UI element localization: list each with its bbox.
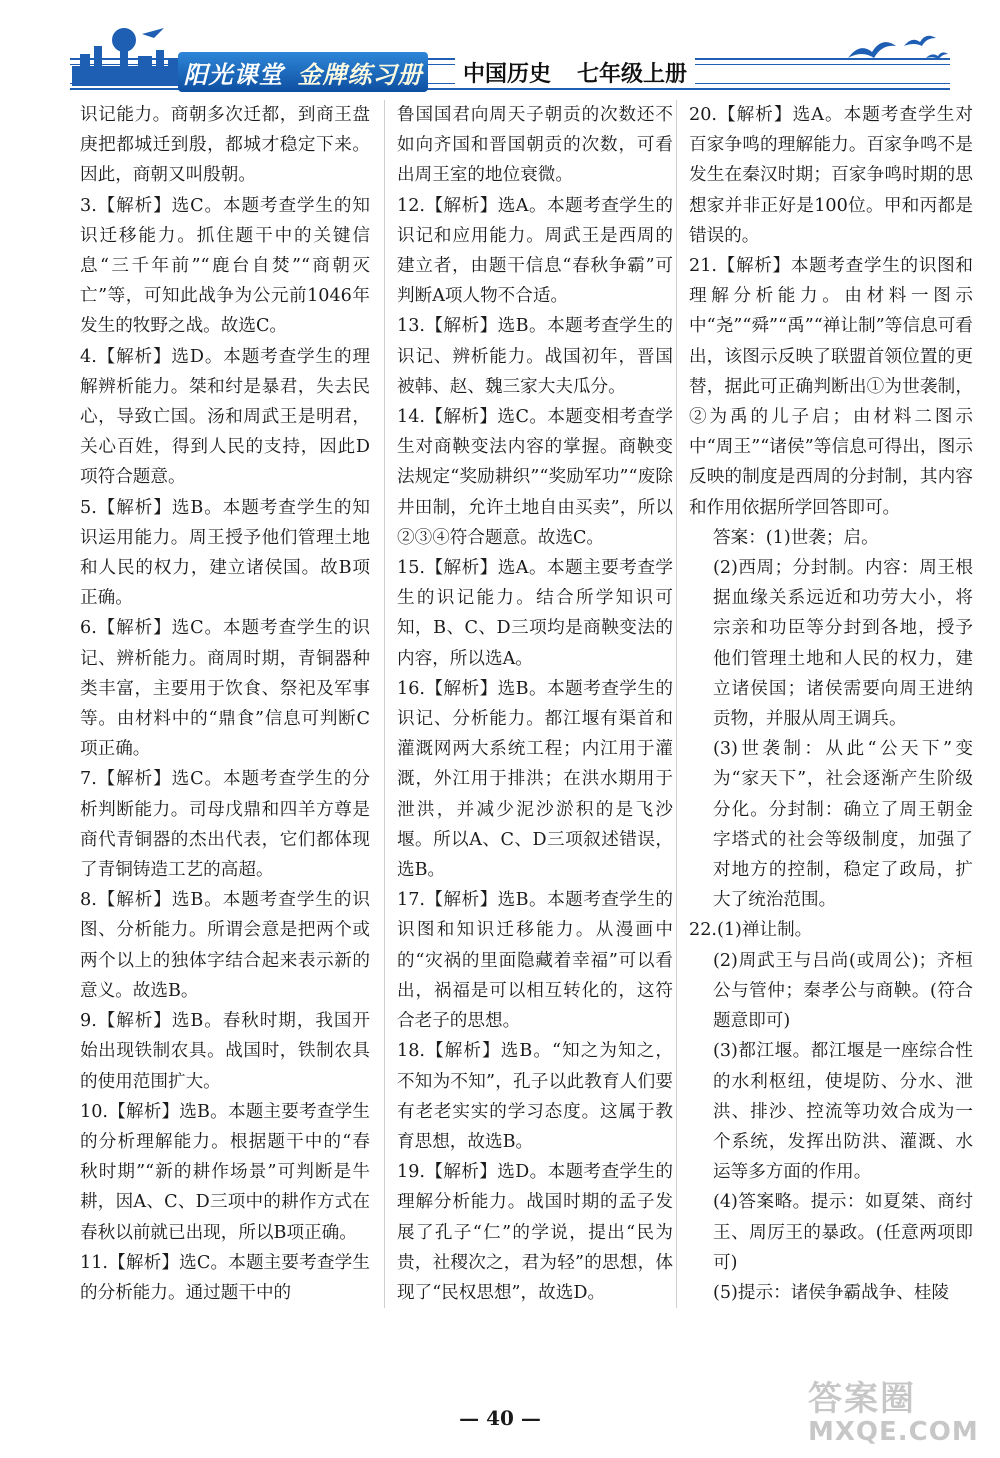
answer-paragraph: (2)周武王与吕尚(或周公)；齐桓公与管仲；秦孝公与商鞅。(符合题意即可): [713, 950, 973, 1032]
answer-paragraph: 7.【解析】选C。本题考查学生的分析判断能力。司母戊鼎和四羊方尊是商代青铜器的杰出代表，它们都体现了青铜铸造工艺的高超。: [80, 769, 370, 881]
answer-paragraph: 15.【解析】选A。本题主要考查学生的识记能力。结合所学知识可知，B、C、D三项均是商鞅变法的内容，所以选A。: [397, 558, 673, 669]
answer-paragraph: (3)世袭制：从此“公天下”变为“家天下”，社会逐渐产生阶级分化。分封制：确立了周王朝金字塔式的社会等级制度，加强了对地方的控制，稳定了政局，扩大了统治范围。: [713, 739, 973, 911]
answer-paragraph: (5)提示：诸侯争霸战争、桂陵: [713, 1282, 950, 1303]
brand-logo: [178, 52, 428, 92]
answer-paragraph: 6.【解析】选C。本题考查学生的识记、辨析能力。商周时期，青铜器种类丰富，主要用于饮食、祭祀及军事等。由材料中的“鼎食”信息可判断C项正确。: [80, 618, 370, 760]
grade-name: 七年级上册: [577, 61, 688, 87]
answer-paragraph: 9.【解析】选B。春秋时期，我国开始出现铁制农具。战国时，铁制农具的使用范围扩大。: [80, 1011, 370, 1092]
page-header: [0, 0, 1000, 100]
site-watermark: [808, 1380, 988, 1452]
answer-paragraph: 20.【解析】选A。本题考查学生对百家争鸣的理解能力。百家争鸣不是发生在秦汉时期；百家争鸣时期的思想家并非正好是100位。甲和丙都是错误的。: [689, 105, 973, 246]
answer-paragraph: 21.【解析】本题考查学生的识图和理解分析能力。由材料一图示中“尧”“舜”“禹”“禅让制”等信息可看出，该图示反映了联盟首领位置的更替，据此可正确判断出①为世袭制，②为禹的儿子启；由材料二图示中“周王”“诸侯”等信息可得出，图示反映的制度是西周的分封制，其内容和作用依据所学回答即可。: [689, 256, 973, 518]
watermark-bottom: MXQE.COM: [808, 1417, 979, 1447]
book-subject: [455, 56, 695, 88]
answer-paragraph: (2)西周；分封制。内容：周王根据血缘关系远近和功劳大小，将宗亲和功臣等分封到各地，授予他们管理土地和人民的权力，建立诸侯国；诸侯需要向周王进纳贡物，并服从周王调兵。: [713, 558, 973, 730]
subject-name: 中国历史: [463, 61, 552, 87]
watermark-top: 答案圈: [808, 1379, 916, 1419]
answer-paragraph: 鲁国国君向周天子朝贡的次数还不如向齐国和晋国朝贡的次数，可看出周王室的地位衰微。: [397, 105, 673, 186]
brand-title: 阳光课堂: [183, 60, 284, 89]
answer-key-line: 答案：(1)世袭；启。: [713, 527, 879, 548]
answer-column-right: [676, 100, 973, 1308]
answer-paragraph: 19.【解析】选D。本题考查学生的理解分析能力。战国时期的孟子发展了孔子“仁”的学说，提出“民为贵，社稷次之，君为轻”的思想，体现了“民权思想”，故选D。: [397, 1162, 673, 1303]
answer-paragraph: (3)都江堰。都江堰是一座综合性的水利枢纽，使堤防、分水、泄洪、排沙、控流等功效合成为一个系统，发挥出防洪、灌溉、水运等多方面的作用。: [713, 1041, 973, 1183]
answer-paragraph: 5.【解析】选B。本题考查学生的知识运用能力。周王授予他们管理土地和人民的权力，建立诸侯国。故B项正确。: [80, 497, 370, 609]
answer-paragraph: 4.【解析】选D。本题考查学生的理解辨析能力。桀和纣是暴君，失去民心，导致亡国。汤和周武王是明君，关心百姓，得到人民的支持，因此D项符合题意。: [80, 346, 370, 488]
answer-paragraph: 16.【解析】选B。本题考查学生的识记、分析能力。都江堰有渠首和灌溉网两大系统工程；内江用于灌溉，外江用于排洪；在洪水期用于泄洪，并减少泥沙淤积的是飞沙堰。所以A、C、D三项叙述错误，选B。: [397, 678, 673, 881]
page-number: — 40 —: [459, 1406, 541, 1430]
answer-column-middle: [384, 100, 673, 1308]
answer-paragraph: 3.【解析】选C。本题考查学生的知识迁移能力。抓住题干中的关键信息“三千年前”“鹿台自焚”“商朝灭亡”等，可知此战争为公元前1046年发生的牧野之战。故选C。: [80, 195, 370, 337]
answer-paragraph: 识记能力。商朝多次迁都，到商王盘庚把都城迁到殷，都城才稳定下来。因此，商朝又叫殷朝。: [80, 105, 370, 186]
answer-paragraph: 12.【解析】选A。本题考查学生的识记和应用能力。周武王是西周的建立者，由题干信息“春秋争霸”可判断A项人物不合适。: [397, 195, 673, 307]
birds-icon: [838, 28, 948, 68]
answer-paragraph: 17.【解析】选B。本题考查学生的识图和知识迁移能力。从漫画中的“灾祸的里面隐藏着幸福”可以看出，祸福是可以相互转化的，这符合老子的思想。: [397, 890, 673, 1032]
answer-paragraph: 8.【解析】选B。本题考查学生的识图、分析能力。所谓会意是把两个或两个以上的独体字结合起来表示新的意义。故选B。: [80, 890, 370, 1001]
answer-column-left: [80, 100, 370, 1308]
answer-paragraph: 11.【解析】选C。本题主要考查学生的分析能力。通过题干中的: [80, 1252, 370, 1303]
answer-paragraph: 10.【解析】选B。本题主要考查学生的分析理解能力。根据题干中的“春秋时期”“新的耕作场景”可判断是牛耕，因A、C、D三项中的耕作方式在春秋以前就已出现，所以B项正确。: [80, 1101, 370, 1243]
answer-paragraph: 14.【解析】选C。本题变相考查学生对商鞅变法内容的掌握。商鞅变法规定“奖励耕织”“奖励军功”“废除井田制，允许土地自由买卖”，所以②③④符合题意。故选C。: [397, 407, 673, 548]
answer-paragraph: 18.【解析】选B。“知之为知之，不知为不知”，孔子以此教育人们要有老老实实的学习态度。这属于教育思想，故选B。: [397, 1041, 673, 1152]
brand-subtitle: 金牌练习册: [297, 60, 423, 89]
answer-paragraph: 13.【解析】选B。本题考查学生的识记、辨析能力。战国初年，晋国被韩、赵、魏三家大夫瓜分。: [397, 316, 673, 397]
answer-paragraph: 22.(1)禅让制。: [689, 920, 813, 941]
answer-paragraph: (4)答案略。提示：如夏桀、商纣王、周厉王的暴政。(任意两项即可): [713, 1192, 973, 1273]
